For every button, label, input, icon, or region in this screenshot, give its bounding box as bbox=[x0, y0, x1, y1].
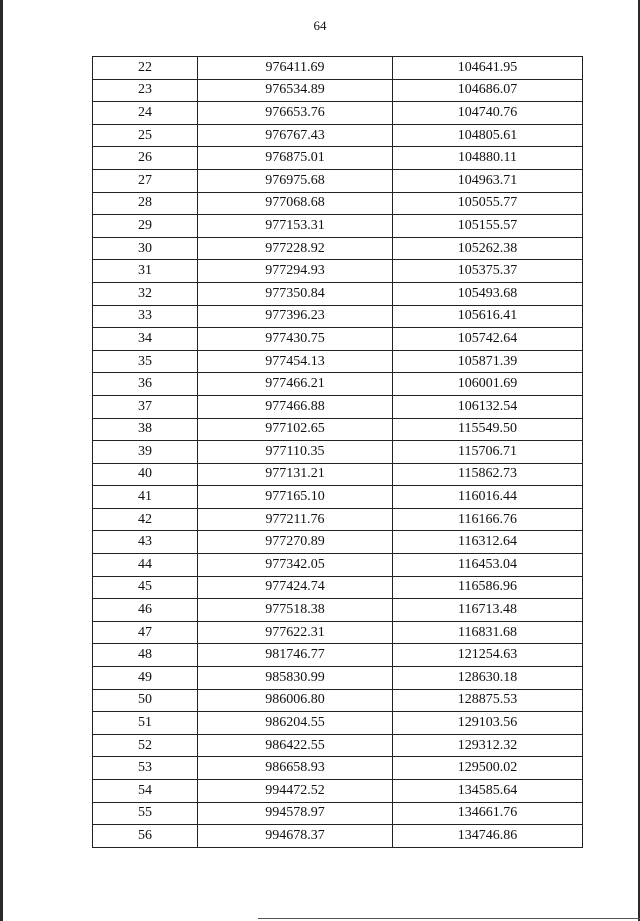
table-row bbox=[93, 463, 583, 486]
x-coordinate-cell: 977622.31 bbox=[198, 621, 393, 644]
table-body bbox=[93, 57, 583, 848]
x-coordinate-cell: 976411.69 bbox=[198, 57, 393, 80]
y-coordinate-cell: 116713.48 bbox=[393, 599, 583, 622]
y-coordinate-cell: 104805.61 bbox=[393, 124, 583, 147]
point-number-cell: 25 bbox=[93, 124, 198, 147]
table-row bbox=[93, 508, 583, 531]
x-coordinate-cell: 977110.35 bbox=[198, 441, 393, 464]
x-coordinate-cell: 994678.37 bbox=[198, 825, 393, 848]
table-row bbox=[93, 215, 583, 238]
point-number-cell: 47 bbox=[93, 621, 198, 644]
x-coordinate-cell: 977342.05 bbox=[198, 554, 393, 577]
point-number-cell: 53 bbox=[93, 757, 198, 780]
x-coordinate-cell: 977466.88 bbox=[198, 395, 393, 418]
x-coordinate-cell: 977211.76 bbox=[198, 508, 393, 531]
y-coordinate-cell: 129103.56 bbox=[393, 712, 583, 735]
table-row bbox=[93, 576, 583, 599]
table-row bbox=[93, 418, 583, 441]
point-number-cell: 44 bbox=[93, 554, 198, 577]
point-number-cell: 35 bbox=[93, 350, 198, 373]
table-row bbox=[93, 825, 583, 848]
x-coordinate-cell: 977466.21 bbox=[198, 373, 393, 396]
y-coordinate-cell: 115862.73 bbox=[393, 463, 583, 486]
x-coordinate-cell: 977454.13 bbox=[198, 350, 393, 373]
table-row bbox=[93, 237, 583, 260]
table-row bbox=[93, 147, 583, 170]
y-coordinate-cell: 105871.39 bbox=[393, 350, 583, 373]
y-coordinate-cell: 105375.37 bbox=[393, 260, 583, 283]
x-coordinate-cell: 977153.31 bbox=[198, 215, 393, 238]
point-number-cell: 42 bbox=[93, 508, 198, 531]
x-coordinate-cell: 977102.65 bbox=[198, 418, 393, 441]
x-coordinate-cell: 985830.99 bbox=[198, 667, 393, 690]
point-number-cell: 31 bbox=[93, 260, 198, 283]
point-number-cell: 39 bbox=[93, 441, 198, 464]
y-coordinate-cell: 104740.76 bbox=[393, 102, 583, 125]
table-row bbox=[93, 802, 583, 825]
y-coordinate-cell: 104686.07 bbox=[393, 79, 583, 102]
point-number-cell: 23 bbox=[93, 79, 198, 102]
table-row bbox=[93, 282, 583, 305]
point-number-cell: 24 bbox=[93, 102, 198, 125]
table-row bbox=[93, 102, 583, 125]
y-coordinate-cell: 116831.68 bbox=[393, 621, 583, 644]
point-number-cell: 33 bbox=[93, 305, 198, 328]
table-row bbox=[93, 305, 583, 328]
point-number-cell: 22 bbox=[93, 57, 198, 80]
table-row bbox=[93, 757, 583, 780]
table-row bbox=[93, 373, 583, 396]
x-coordinate-cell: 986204.55 bbox=[198, 712, 393, 735]
point-number-cell: 51 bbox=[93, 712, 198, 735]
y-coordinate-cell: 128875.53 bbox=[393, 689, 583, 712]
y-coordinate-cell: 105262.38 bbox=[393, 237, 583, 260]
y-coordinate-cell: 105155.57 bbox=[393, 215, 583, 238]
y-coordinate-cell: 105055.77 bbox=[393, 192, 583, 215]
y-coordinate-cell: 116453.04 bbox=[393, 554, 583, 577]
point-number-cell: 50 bbox=[93, 689, 198, 712]
point-number-cell: 27 bbox=[93, 169, 198, 192]
y-coordinate-cell: 129500.02 bbox=[393, 757, 583, 780]
x-coordinate-cell: 977518.38 bbox=[198, 599, 393, 622]
table-row bbox=[93, 79, 583, 102]
y-coordinate-cell: 116016.44 bbox=[393, 486, 583, 509]
scan-bottom-line bbox=[258, 918, 640, 919]
table-row bbox=[93, 395, 583, 418]
table-row bbox=[93, 554, 583, 577]
point-number-cell: 41 bbox=[93, 486, 198, 509]
point-number-cell: 43 bbox=[93, 531, 198, 554]
table-row bbox=[93, 531, 583, 554]
table-row bbox=[93, 667, 583, 690]
point-number-cell: 48 bbox=[93, 644, 198, 667]
point-number-cell: 32 bbox=[93, 282, 198, 305]
y-coordinate-cell: 105742.64 bbox=[393, 328, 583, 351]
point-number-cell: 29 bbox=[93, 215, 198, 238]
point-number-cell: 52 bbox=[93, 734, 198, 757]
point-number-cell: 49 bbox=[93, 667, 198, 690]
point-number-cell: 34 bbox=[93, 328, 198, 351]
point-number-cell: 54 bbox=[93, 780, 198, 803]
x-coordinate-cell: 994472.52 bbox=[198, 780, 393, 803]
scan-left-edge bbox=[0, 0, 3, 921]
table-row bbox=[93, 124, 583, 147]
y-coordinate-cell: 116312.64 bbox=[393, 531, 583, 554]
y-coordinate-cell: 134746.86 bbox=[393, 825, 583, 848]
x-coordinate-cell: 977294.93 bbox=[198, 260, 393, 283]
table-row bbox=[93, 441, 583, 464]
x-coordinate-cell: 977430.75 bbox=[198, 328, 393, 351]
point-number-cell: 55 bbox=[93, 802, 198, 825]
table-row bbox=[93, 712, 583, 735]
y-coordinate-cell: 116586.96 bbox=[393, 576, 583, 599]
x-coordinate-cell: 981746.77 bbox=[198, 644, 393, 667]
x-coordinate-cell: 977270.89 bbox=[198, 531, 393, 554]
y-coordinate-cell: 121254.63 bbox=[393, 644, 583, 667]
x-coordinate-cell: 977396.23 bbox=[198, 305, 393, 328]
table-row bbox=[93, 350, 583, 373]
y-coordinate-cell: 104963.71 bbox=[393, 169, 583, 192]
y-coordinate-cell: 115706.71 bbox=[393, 441, 583, 464]
table-row bbox=[93, 621, 583, 644]
table-row bbox=[93, 780, 583, 803]
y-coordinate-cell: 134661.76 bbox=[393, 802, 583, 825]
point-number-cell: 40 bbox=[93, 463, 198, 486]
x-coordinate-cell: 977131.21 bbox=[198, 463, 393, 486]
x-coordinate-cell: 986422.55 bbox=[198, 734, 393, 757]
table-row bbox=[93, 192, 583, 215]
table-row bbox=[93, 689, 583, 712]
page-number: 64 bbox=[313, 18, 327, 33]
x-coordinate-cell: 976767.43 bbox=[198, 124, 393, 147]
x-coordinate-cell: 986006.80 bbox=[198, 689, 393, 712]
table-row bbox=[93, 486, 583, 509]
table-row bbox=[93, 644, 583, 667]
x-coordinate-cell: 986658.93 bbox=[198, 757, 393, 780]
coordinates-table bbox=[92, 56, 583, 848]
y-coordinate-cell: 129312.32 bbox=[393, 734, 583, 757]
y-coordinate-cell: 105616.41 bbox=[393, 305, 583, 328]
x-coordinate-cell: 977228.92 bbox=[198, 237, 393, 260]
x-coordinate-cell: 977350.84 bbox=[198, 282, 393, 305]
point-number-cell: 46 bbox=[93, 599, 198, 622]
y-coordinate-cell: 115549.50 bbox=[393, 418, 583, 441]
y-coordinate-cell: 104641.95 bbox=[393, 57, 583, 80]
x-coordinate-cell: 977068.68 bbox=[198, 192, 393, 215]
x-coordinate-cell: 976975.68 bbox=[198, 169, 393, 192]
x-coordinate-cell: 977424.74 bbox=[198, 576, 393, 599]
x-coordinate-cell: 976875.01 bbox=[198, 147, 393, 170]
table-row bbox=[93, 734, 583, 757]
x-coordinate-cell: 976653.76 bbox=[198, 102, 393, 125]
point-number-cell: 56 bbox=[93, 825, 198, 848]
table-row bbox=[93, 599, 583, 622]
y-coordinate-cell: 104880.11 bbox=[393, 147, 583, 170]
point-number-cell: 28 bbox=[93, 192, 198, 215]
y-coordinate-cell: 105493.68 bbox=[393, 282, 583, 305]
point-number-cell: 45 bbox=[93, 576, 198, 599]
table-row bbox=[93, 57, 583, 80]
y-coordinate-cell: 116166.76 bbox=[393, 508, 583, 531]
point-number-cell: 37 bbox=[93, 395, 198, 418]
point-number-cell: 26 bbox=[93, 147, 198, 170]
x-coordinate-cell: 994578.97 bbox=[198, 802, 393, 825]
x-coordinate-cell: 977165.10 bbox=[198, 486, 393, 509]
x-coordinate-cell: 976534.89 bbox=[198, 79, 393, 102]
y-coordinate-cell: 128630.18 bbox=[393, 667, 583, 690]
y-coordinate-cell: 134585.64 bbox=[393, 780, 583, 803]
point-number-cell: 36 bbox=[93, 373, 198, 396]
y-coordinate-cell: 106132.54 bbox=[393, 395, 583, 418]
table-row bbox=[93, 328, 583, 351]
point-number-cell: 30 bbox=[93, 237, 198, 260]
table-row bbox=[93, 169, 583, 192]
point-number-cell: 38 bbox=[93, 418, 198, 441]
y-coordinate-cell: 106001.69 bbox=[393, 373, 583, 396]
table-row bbox=[93, 260, 583, 283]
